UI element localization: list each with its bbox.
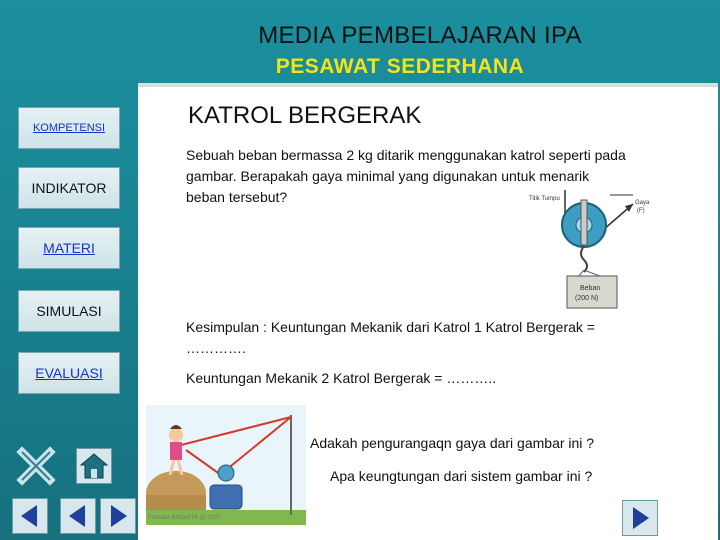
section-heading: KATROL BERGERAK bbox=[188, 102, 422, 129]
next-slide-icon bbox=[101, 499, 135, 533]
next-page-icon bbox=[623, 501, 657, 535]
nav-indikator-button[interactable] bbox=[18, 167, 120, 209]
prev-slide-button[interactable] bbox=[60, 498, 96, 534]
pulley-illustration bbox=[146, 405, 306, 525]
nav-materi-label: MATERI bbox=[43, 240, 95, 256]
bucket-load bbox=[210, 485, 242, 509]
gaya-label: Gaya bbox=[635, 200, 650, 206]
close-icon[interactable] bbox=[16, 446, 56, 486]
next-page-button[interactable] bbox=[622, 500, 658, 536]
gaya-f-label: (F) bbox=[637, 208, 645, 214]
question-one: Adakah pengurangaqn gaya dari gambar ini ? bbox=[310, 435, 595, 451]
nav-evaluasi-label: EVALUASI bbox=[35, 365, 103, 381]
nav-evaluasi-button[interactable] bbox=[18, 352, 120, 394]
content-panel-shadow bbox=[138, 83, 718, 87]
girl-head bbox=[169, 428, 183, 442]
first-slide-icon bbox=[13, 499, 47, 533]
problem-text: Sebuah beban bermassa 2 kg ditarik menggunakan katrol seperti pada gambar. Berapakah gaya minimal yang digunakan untuk menarik beban tersebut? bbox=[186, 147, 626, 205]
first-slide-button[interactable] bbox=[12, 498, 48, 534]
page-title: MEDIA PEMBELAJARAN IPA bbox=[258, 22, 582, 49]
photo-credit: Pustaka Iktisadi Hr @ 2007 bbox=[148, 515, 221, 521]
nav-kompetensi-button[interactable] bbox=[18, 107, 120, 149]
pulley-small-icon bbox=[218, 465, 234, 481]
nav-simulasi-button[interactable] bbox=[18, 290, 120, 332]
page-subtitle: PESAWAT SEDERHANA bbox=[275, 55, 525, 78]
titik-tumpu-label: Titik Tumpu bbox=[529, 196, 560, 202]
home-button[interactable] bbox=[76, 448, 112, 484]
movable-pulley-figure bbox=[515, 190, 665, 310]
home-icon bbox=[77, 449, 111, 483]
km-two-pulley-text: Keuntungan Mekanik 2 Katrol Bergerak = ……….. bbox=[186, 370, 497, 386]
nav-simulasi-label: SIMULASI bbox=[36, 303, 102, 319]
nav-materi-button[interactable] bbox=[18, 227, 120, 269]
pulley-hook-icon bbox=[581, 246, 587, 272]
girl-dress bbox=[170, 442, 182, 460]
nav-indikator-label: INDIKATOR bbox=[31, 180, 107, 196]
load-box bbox=[567, 276, 617, 308]
beban-value-label: (200 N) bbox=[575, 295, 599, 302]
kesimpulan-text: Kesimpulan : Keuntungan Mekanik dari Katrol 1 Katrol Bergerak = …………. bbox=[186, 319, 595, 356]
beban-label: Beban bbox=[580, 285, 601, 292]
question-two: Apa keungtungan dari sistem gambar ini ? bbox=[330, 468, 593, 484]
prev-slide-icon bbox=[61, 499, 95, 533]
pulley-bracket bbox=[581, 200, 587, 245]
next-slide-button[interactable] bbox=[100, 498, 136, 534]
nav-kompetensi-label: KOMPETENSI bbox=[32, 122, 106, 134]
